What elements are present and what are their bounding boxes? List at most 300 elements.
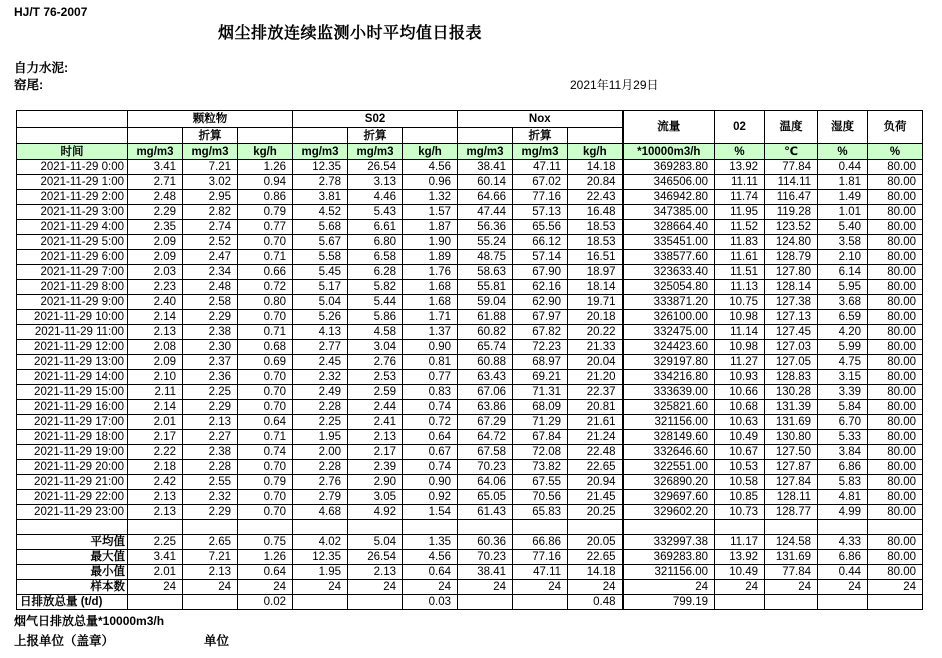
value-cell: 13.92	[715, 160, 765, 175]
value-cell: 80.00	[868, 385, 923, 400]
value-cell: 10.53	[715, 460, 765, 475]
value-cell: 80.00	[868, 355, 923, 370]
value-cell: 4.33	[818, 535, 868, 550]
value-cell: 21.24	[568, 430, 623, 445]
value-cell: 0.75	[238, 535, 293, 550]
value-cell: 5.83	[818, 475, 868, 490]
value-cell: 10.75	[715, 295, 765, 310]
value-cell: 68.09	[513, 400, 568, 415]
unit-cell: kg/h	[403, 144, 458, 160]
value-cell: 11.11	[715, 175, 765, 190]
value-cell: 1.49	[818, 190, 868, 205]
value-cell: 5.45	[293, 265, 348, 280]
value-cell: 0.90	[403, 475, 458, 490]
value-cell: 1.76	[403, 265, 458, 280]
row-label-cell: 样本数	[17, 580, 128, 595]
value-cell: 329602.20	[623, 505, 715, 520]
value-cell: 70.23	[458, 550, 513, 565]
unit-label: 单位	[204, 634, 230, 648]
value-cell: 2.49	[293, 385, 348, 400]
value-cell: 67.29	[458, 415, 513, 430]
value-cell: 80.00	[868, 235, 923, 250]
value-cell: 0.83	[403, 385, 458, 400]
value-cell: 80.00	[868, 445, 923, 460]
value-cell: 20.81	[568, 400, 623, 415]
value-cell: 4.02	[293, 535, 348, 550]
value-cell: 10.49	[715, 565, 765, 580]
value-cell: 5.04	[348, 535, 403, 550]
value-cell: 0.70	[238, 490, 293, 505]
value-cell: 80.00	[868, 460, 923, 475]
value-cell: 24	[513, 580, 568, 595]
value-cell: 2.09	[128, 355, 183, 370]
data-row	[17, 280, 923, 295]
value-cell: 1.57	[403, 205, 458, 220]
value-cell: 1.37	[403, 325, 458, 340]
value-cell: 5.84	[818, 400, 868, 415]
value-cell: 346942.80	[623, 190, 715, 205]
row-label-cell: 最小值	[17, 565, 128, 580]
time-cell: 2021-11-29 16:00	[17, 400, 128, 415]
data-row	[17, 430, 923, 445]
unit-cell: kg/h	[238, 144, 293, 160]
value-cell: 80.00	[868, 490, 923, 505]
value-cell: 128.77	[765, 505, 818, 520]
value-cell: 0.70	[238, 385, 293, 400]
value-cell: 80.00	[868, 475, 923, 490]
value-cell: 10.68	[715, 400, 765, 415]
value-cell: 80.00	[868, 190, 923, 205]
value-cell: 328149.60	[623, 430, 715, 445]
value-cell: 65.05	[458, 490, 513, 505]
report-table	[16, 110, 923, 610]
value-cell	[403, 520, 458, 535]
value-cell: 1.26	[238, 160, 293, 175]
value-cell: 2.13	[183, 415, 238, 430]
value-cell: 26.54	[348, 160, 403, 175]
value-cell: 2.41	[348, 415, 403, 430]
data-row	[17, 250, 923, 265]
value-cell: 114.11	[765, 175, 818, 190]
data-row	[17, 220, 923, 235]
value-cell: 0.67	[403, 445, 458, 460]
value-cell: 67.02	[513, 175, 568, 190]
value-cell: 3.81	[293, 190, 348, 205]
value-cell: 67.97	[513, 310, 568, 325]
value-cell: 1.54	[403, 505, 458, 520]
value-cell	[765, 595, 818, 610]
value-cell: 333871.20	[623, 295, 715, 310]
unit-cell: mg/m3	[128, 144, 183, 160]
value-cell: 66.12	[513, 235, 568, 250]
value-cell: 18.14	[568, 280, 623, 295]
value-cell: 22.43	[568, 190, 623, 205]
value-cell: 80.00	[868, 325, 923, 340]
time-cell: 2021-11-29 7:00	[17, 265, 128, 280]
value-cell: 0.94	[238, 175, 293, 190]
value-cell: 4.58	[348, 325, 403, 340]
value-cell: 64.66	[458, 190, 513, 205]
value-cell: 2.76	[293, 475, 348, 490]
data-row	[17, 295, 923, 310]
value-cell: 127.84	[765, 475, 818, 490]
value-cell: 338577.60	[623, 250, 715, 265]
value-cell: 61.43	[458, 505, 513, 520]
summary-row	[17, 550, 923, 565]
value-cell: 62.90	[513, 295, 568, 310]
time-cell: 2021-11-29 23:00	[17, 505, 128, 520]
empty-cell	[568, 128, 623, 144]
unit-cell: kg/h	[568, 144, 623, 160]
value-cell: 2.17	[348, 445, 403, 460]
value-cell: 14.18	[568, 565, 623, 580]
value-cell: 73.82	[513, 460, 568, 475]
value-cell	[765, 520, 818, 535]
value-cell: 2.48	[183, 280, 238, 295]
value-cell: 5.99	[818, 340, 868, 355]
value-cell: 1.32	[403, 190, 458, 205]
value-cell: 3.04	[348, 340, 403, 355]
value-cell: 127.13	[765, 310, 818, 325]
value-cell: 1.95	[293, 565, 348, 580]
value-cell: 21.20	[568, 370, 623, 385]
value-cell: 63.43	[458, 370, 513, 385]
value-cell: 80.00	[868, 340, 923, 355]
value-cell: 2.14	[128, 310, 183, 325]
value-cell: 21.61	[568, 415, 623, 430]
value-cell: 2.09	[128, 250, 183, 265]
row-label-cell: 最大值	[17, 550, 128, 565]
value-cell: 80.00	[868, 310, 923, 325]
value-cell: 26.54	[348, 550, 403, 565]
time-cell: 2021-11-29 14:00	[17, 370, 128, 385]
value-cell: 3.58	[818, 235, 868, 250]
value-cell: 13.92	[715, 550, 765, 565]
value-cell: 2.44	[348, 400, 403, 415]
value-cell: 0.70	[238, 235, 293, 250]
value-cell: 24	[568, 580, 623, 595]
value-cell: 4.75	[818, 355, 868, 370]
value-cell: 116.47	[765, 190, 818, 205]
value-cell: 347385.00	[623, 205, 715, 220]
value-cell: 0.44	[818, 160, 868, 175]
value-cell: 2.71	[128, 175, 183, 190]
value-cell: 2.37	[183, 355, 238, 370]
value-cell: 1.26	[238, 550, 293, 565]
value-cell: 11.17	[715, 535, 765, 550]
value-cell: 16.48	[568, 205, 623, 220]
data-row	[17, 160, 923, 175]
value-cell: 63.86	[458, 400, 513, 415]
value-cell: 67.55	[513, 475, 568, 490]
value-cell: 0.71	[238, 325, 293, 340]
value-cell: 1.95	[293, 430, 348, 445]
value-cell: 127.87	[765, 460, 818, 475]
time-cell: 2021-11-29 19:00	[17, 445, 128, 460]
value-cell: 6.61	[348, 220, 403, 235]
value-cell: 21.45	[568, 490, 623, 505]
value-cell: 60.36	[458, 535, 513, 550]
value-cell: 0.66	[238, 265, 293, 280]
standard-code: HJ/T 76-2007	[14, 5, 88, 19]
value-cell	[128, 595, 183, 610]
value-cell: 11.83	[715, 235, 765, 250]
time-cell: 2021-11-29 0:00	[17, 160, 128, 175]
group-load: 负荷	[868, 111, 923, 144]
value-cell: 12.35	[293, 160, 348, 175]
value-cell: 10.85	[715, 490, 765, 505]
time-cell: 2021-11-29 15:00	[17, 385, 128, 400]
value-cell: 0.70	[238, 400, 293, 415]
value-cell: 47.11	[513, 565, 568, 580]
time-cell: 2021-11-29 17:00	[17, 415, 128, 430]
value-cell: 2.53	[348, 370, 403, 385]
value-cell: 14.18	[568, 160, 623, 175]
value-cell: 2.30	[183, 340, 238, 355]
value-cell: 124.58	[765, 535, 818, 550]
value-cell: 2.52	[183, 235, 238, 250]
data-row	[17, 190, 923, 205]
data-row	[17, 445, 923, 460]
value-cell: 5.67	[293, 235, 348, 250]
value-cell: 5.17	[293, 280, 348, 295]
data-row	[17, 175, 923, 190]
value-cell: 24	[818, 580, 868, 595]
empty-cell	[238, 128, 293, 144]
value-cell: 66.86	[513, 535, 568, 550]
value-cell: 72.23	[513, 340, 568, 355]
value-cell: 128.79	[765, 250, 818, 265]
value-cell: 24	[458, 580, 513, 595]
value-cell: 59.04	[458, 295, 513, 310]
value-cell: 4.20	[818, 325, 868, 340]
value-cell: 57.13	[513, 205, 568, 220]
value-cell: 48.75	[458, 250, 513, 265]
value-cell: 80.00	[868, 430, 923, 445]
value-cell: 131.69	[765, 415, 818, 430]
value-cell: 127.45	[765, 325, 818, 340]
value-cell: 80.00	[868, 205, 923, 220]
time-cell: 2021-11-29 12:00	[17, 340, 128, 355]
data-row	[17, 460, 923, 475]
value-cell	[458, 595, 513, 610]
data-row	[17, 205, 923, 220]
value-cell: 70.56	[513, 490, 568, 505]
value-cell: 0.64	[238, 565, 293, 580]
value-cell: 4.13	[293, 325, 348, 340]
value-cell: 80.00	[868, 160, 923, 175]
unit-cell: mg/m3	[293, 144, 348, 160]
time-cell: 2021-11-29 22:00	[17, 490, 128, 505]
value-cell: 2.13	[348, 565, 403, 580]
value-cell: 20.04	[568, 355, 623, 370]
value-cell	[513, 520, 568, 535]
unit-cell: ℃	[765, 144, 818, 160]
value-cell: 3.41	[128, 160, 183, 175]
value-cell: 2.79	[293, 490, 348, 505]
value-cell: 0.64	[403, 565, 458, 580]
value-cell	[868, 520, 923, 535]
unit-cell: %	[868, 144, 923, 160]
value-cell: 22.65	[568, 460, 623, 475]
value-cell: 0.70	[238, 310, 293, 325]
value-cell: 6.59	[818, 310, 868, 325]
value-cell: 131.69	[765, 550, 818, 565]
summary-row	[17, 535, 923, 550]
value-cell: 5.68	[293, 220, 348, 235]
value-cell: 5.40	[818, 220, 868, 235]
value-cell: 2.78	[293, 175, 348, 190]
value-cell: 70.23	[458, 460, 513, 475]
value-cell: 2.74	[183, 220, 238, 235]
value-cell: 131.39	[765, 400, 818, 415]
value-cell: 2.39	[348, 460, 403, 475]
group-so2: S02	[293, 111, 458, 128]
summary-row	[17, 580, 923, 595]
value-cell: 0.74	[403, 400, 458, 415]
time-cell: 2021-11-29 3:00	[17, 205, 128, 220]
value-cell: 0.90	[403, 340, 458, 355]
value-cell: 1.68	[403, 280, 458, 295]
value-cell: 2.55	[183, 475, 238, 490]
value-cell: 16.51	[568, 250, 623, 265]
value-cell: 6.70	[818, 415, 868, 430]
value-cell: 10.49	[715, 430, 765, 445]
value-cell	[623, 520, 715, 535]
empty-cell	[17, 128, 128, 144]
value-cell: 127.38	[765, 295, 818, 310]
value-cell: 77.16	[513, 550, 568, 565]
value-cell: 0.72	[238, 280, 293, 295]
value-cell: 321156.00	[623, 565, 715, 580]
value-cell: 2.03	[128, 265, 183, 280]
value-cell: 57.14	[513, 250, 568, 265]
value-cell: 0.92	[403, 490, 458, 505]
conv-label: 折算	[183, 128, 238, 144]
value-cell: 2.58	[183, 295, 238, 310]
value-cell: 322551.00	[623, 460, 715, 475]
value-cell: 80.00	[868, 565, 923, 580]
unit-cell: mg/m3	[348, 144, 403, 160]
value-cell: 2.13	[128, 505, 183, 520]
value-cell: 11.52	[715, 220, 765, 235]
value-cell: 6.28	[348, 265, 403, 280]
value-cell: 0.79	[238, 475, 293, 490]
empty-cell	[17, 111, 128, 128]
value-cell: 5.86	[348, 310, 403, 325]
time-column-header: 时间	[17, 144, 128, 160]
value-cell: 62.16	[513, 280, 568, 295]
value-cell: 6.58	[348, 250, 403, 265]
unit-cell: mg/m3	[458, 144, 513, 160]
value-cell: 0.44	[818, 565, 868, 580]
value-cell: 127.03	[765, 340, 818, 355]
value-cell: 67.82	[513, 325, 568, 340]
value-cell: 127.80	[765, 265, 818, 280]
value-cell: 0.86	[238, 190, 293, 205]
value-cell: 324423.60	[623, 340, 715, 355]
header-units-row	[17, 144, 923, 160]
value-cell: 68.97	[513, 355, 568, 370]
value-cell: 0.03	[403, 595, 458, 610]
value-cell: 55.81	[458, 280, 513, 295]
value-cell: 2.00	[293, 445, 348, 460]
value-cell: 5.82	[348, 280, 403, 295]
value-cell: 18.97	[568, 265, 623, 280]
value-cell: 2.28	[293, 460, 348, 475]
value-cell: 0.81	[403, 355, 458, 370]
value-cell: 19.71	[568, 295, 623, 310]
value-cell: 2.28	[293, 400, 348, 415]
value-cell: 1.89	[403, 250, 458, 265]
time-cell: 2021-11-29 5:00	[17, 235, 128, 250]
value-cell: 5.43	[348, 205, 403, 220]
value-cell: 4.56	[403, 550, 458, 565]
value-cell: 326100.00	[623, 310, 715, 325]
conv-label: 折算	[348, 128, 403, 144]
value-cell: 22.37	[568, 385, 623, 400]
value-cell: 124.80	[765, 235, 818, 250]
value-cell: 2.28	[183, 460, 238, 475]
value-cell: 77.16	[513, 190, 568, 205]
flow-total-note: 烟气日排放总量*10000m3/h	[14, 614, 165, 628]
value-cell: 10.73	[715, 505, 765, 520]
value-cell: 80.00	[868, 550, 923, 565]
value-cell: 2.17	[128, 430, 183, 445]
time-cell: 2021-11-29 21:00	[17, 475, 128, 490]
value-cell: 369283.80	[623, 550, 715, 565]
reporting-unit-label: 上报单位（盖章）	[14, 634, 115, 648]
value-cell: 11.51	[715, 265, 765, 280]
empty-cell	[458, 128, 513, 144]
value-cell: 20.94	[568, 475, 623, 490]
value-cell: 0.74	[238, 445, 293, 460]
time-cell: 2021-11-29 9:00	[17, 295, 128, 310]
value-cell: 6.86	[818, 460, 868, 475]
value-cell: 7.21	[183, 160, 238, 175]
time-cell: 2021-11-29 1:00	[17, 175, 128, 190]
time-cell: 2021-11-29 6:00	[17, 250, 128, 265]
value-cell: 24	[765, 580, 818, 595]
value-cell: 65.83	[513, 505, 568, 520]
value-cell: 60.14	[458, 175, 513, 190]
value-cell: 58.63	[458, 265, 513, 280]
value-cell: 67.06	[458, 385, 513, 400]
value-cell: 0.68	[238, 340, 293, 355]
value-cell: 77.84	[765, 565, 818, 580]
data-row	[17, 475, 923, 490]
value-cell: 0.96	[403, 175, 458, 190]
value-cell: 2.10	[128, 370, 183, 385]
value-cell: 71.29	[513, 415, 568, 430]
data-row	[17, 265, 923, 280]
value-cell: 1.35	[403, 535, 458, 550]
value-cell: 2.01	[128, 565, 183, 580]
value-cell: 60.88	[458, 355, 513, 370]
value-cell: 128.14	[765, 280, 818, 295]
value-cell: 2.38	[183, 325, 238, 340]
value-cell: 24	[183, 580, 238, 595]
value-cell: 346506.00	[623, 175, 715, 190]
value-cell: 80.00	[868, 415, 923, 430]
value-cell: 4.52	[293, 205, 348, 220]
value-cell: 2.23	[128, 280, 183, 295]
value-cell: 2.10	[818, 250, 868, 265]
value-cell: 47.44	[458, 205, 513, 220]
value-cell: 0.79	[238, 205, 293, 220]
value-cell: 11.14	[715, 325, 765, 340]
value-cell: 24	[238, 580, 293, 595]
